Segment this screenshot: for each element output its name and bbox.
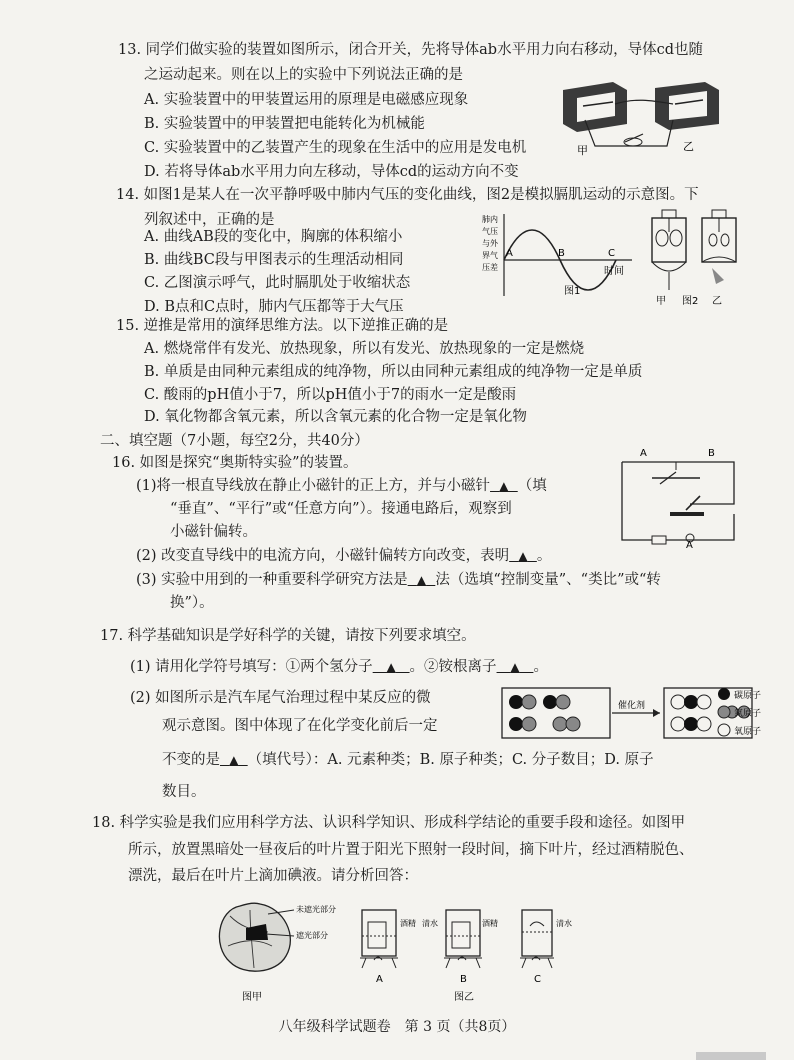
q18-leaf-label-shaded: 遮光部分 xyxy=(296,931,328,940)
q13-option-d: D. 若将导体ab水平用力向左移动，导体cd的运动方向不变 xyxy=(144,164,519,180)
q17-part2-line3: 不变的是 ▲ （填代号）：A. 元素种类；B. 原子种类；C. 分子数目；D. 原子 xyxy=(162,752,654,768)
q17-part2-line1: (2) 如图所示是汽车尾气治理过程中某反应的微 xyxy=(130,690,431,706)
q18-caption-fig-jia: 图甲 xyxy=(242,992,262,1003)
q14-point-b: B xyxy=(558,248,565,259)
q18-stem-line3: 漂洗，最后在叶片上滴加碘液。请分析回答： xyxy=(128,868,418,884)
q18-leaf-label-unshaded: 未遮光部分 xyxy=(296,905,336,914)
q13-label-jia: 甲 xyxy=(577,144,588,157)
q14-xlabel: 时间 xyxy=(604,266,624,277)
q14-caption-fig1: 图1 xyxy=(564,286,581,297)
q17-catalyst-label: 催化剂 xyxy=(618,701,646,711)
q14-stem-line1: 14. 如图1是某人在一次平静呼吸中肺内气压的变化曲线，图2是模拟膈肌运动的示意图。下 xyxy=(116,187,699,203)
q17-blank-2[interactable]: ▲ xyxy=(510,660,520,674)
q16-blank-3[interactable]: ▲ xyxy=(416,573,427,587)
section-2-heading: 二、填空题（7小题，每空2分，共40分） xyxy=(100,433,369,449)
q18-beaker-label-3: 酒精 xyxy=(482,919,498,928)
q16-label-a-bottom: A xyxy=(686,540,693,548)
q17-legend-oxygen: 氧原子 xyxy=(734,727,762,737)
q14-point-c: C xyxy=(608,248,615,259)
q17-stem: 17. 科学基础知识是学好科学的关键，请按下列要求填空。 xyxy=(100,628,476,644)
q16-part2: (2) 改变直导线中的电流方向，小磁针偏转方向改变，表明 ▲ 。 xyxy=(136,548,552,564)
q15-stem: 15. 逆推是常用的演绎思维方法。以下逆推正确的是 xyxy=(116,318,449,334)
q14-ylabel-5: 压差 xyxy=(482,263,498,272)
q14-ylabel-4: 界气 xyxy=(482,251,498,260)
q17-part2-line4: 数目。 xyxy=(162,784,206,800)
page-footer: 八年级科学试题卷 第 3 页（共8页） xyxy=(278,1019,516,1035)
q14-option-b: B. 曲线BC段与甲图表示的生理活动相同 xyxy=(144,252,404,268)
q13-magnet-apparatus-figure xyxy=(555,76,730,166)
q18-letter-c: C xyxy=(534,974,541,985)
q18-beaker-label-1: 酒精 xyxy=(400,919,416,928)
q14-option-c: C. 乙图演示呼气，此时膈肌处于收缩状态 xyxy=(144,275,411,291)
q17-part1: (1) 请用化学符号填写：①两个氢分子 ▲ 。②铵根离子 ▲ 。 xyxy=(130,659,548,675)
q14-diaphragm-model-figure xyxy=(640,204,750,308)
q17-legend-nitrogen: 氮原子 xyxy=(734,709,762,719)
q18-leaf-experiment-figure xyxy=(210,896,590,1008)
q16-part1-line2: “垂直”、“平行”或“任意方向”）。接通电路后，观察到 xyxy=(170,501,512,517)
q18-letter-b: B xyxy=(460,974,467,985)
q16-part3: (3) 实验中用到的一种重要科学研究方法是 ▲ 法（选填“控制变量”、“类比”或“转 xyxy=(136,572,661,588)
q17-blank-1[interactable]: ▲ xyxy=(386,660,396,674)
q15-option-d: D. 氧化物都含氧元素，所以含氧元素的化合物一定是氧化物 xyxy=(144,409,527,425)
q13-stem-line2: 之运动起来。则在以上的实验中下列说法正确的是 xyxy=(144,67,463,83)
q15-option-b: B. 单质是由同种元素组成的纯净物，所以由同种元素组成的纯净物一定是单质 xyxy=(144,364,643,380)
q13-stem-line1: 13. 同学们做实验的装置如图所示，闭合开关，先将导体ab水平用力向右移动，导体cd也随 xyxy=(118,42,703,58)
q13-option-c: C. 实验装置中的乙装置产生的现象在生活中的应用是发电机 xyxy=(144,140,527,156)
q13-option-b: B. 实验装置中的甲装置把电能转化为机械能 xyxy=(144,116,425,132)
q14-option-d: D. B点和C点时，肺内气压都等于大气压 xyxy=(144,299,404,315)
q15-option-a: A. 燃烧常伴有发光、放热现象，所以有发光、放热现象的一定是燃烧 xyxy=(144,341,585,357)
q14-ylabel-1: 肺内 xyxy=(482,215,498,224)
q14-ylabel-3: 与外 xyxy=(482,239,498,248)
q16-blank-1[interactable]: ▲ xyxy=(499,479,509,493)
q14-fig2-jia: 甲 xyxy=(656,296,666,307)
q18-caption-fig-yi: 图乙 xyxy=(454,992,474,1003)
q16-stem: 16. 如图是探究“奥斯特实验”的装置。 xyxy=(112,455,358,471)
q18-letter-a: A xyxy=(376,974,383,985)
q18-beaker-label-2: 清水 xyxy=(422,919,438,928)
q17-part2-line2: 观示意图。图中体现了在化学变化前后一定 xyxy=(162,718,438,734)
q18-beaker-label-4: 清水 xyxy=(556,919,572,928)
q17-blank-3[interactable]: ▲ xyxy=(229,753,239,767)
q14-pressure-curve-figure xyxy=(482,210,642,300)
q18-stem-line1: 18. 科学实验是我们应用科学方法、认识科学知识、形成科学结论的重要手段和途径。如图甲 xyxy=(92,815,686,831)
q13-option-a: A. 实验装置中的甲装置运用的原理是电磁感应现象 xyxy=(144,92,469,108)
q16-blank-2[interactable]: ▲ xyxy=(518,549,528,563)
q14-stem-line2: 列叙述中，正确的是 xyxy=(144,212,275,228)
q17-legend-carbon: 碳原子 xyxy=(734,691,762,701)
q15-option-c: C. 酸雨的pH值小于7，所以pH值小于7的雨水一定是酸雨 xyxy=(144,387,517,403)
q16-part3-line2: 换”）。 xyxy=(170,595,214,611)
q16-label-b-top: B xyxy=(708,448,715,459)
q16-label-a-top: A xyxy=(640,448,647,459)
q14-point-a: A xyxy=(506,248,513,259)
q14-fig2-caption: 图2 xyxy=(682,296,699,307)
q16-part1-line1: (1)将一根直导线放在静止小磁针的正上方，并与小磁针 ▲ （填 xyxy=(136,478,547,494)
q14-fig2-yi: 乙 xyxy=(712,296,722,307)
q18-stem-line2: 所示，放置黑暗处一昼夜后的叶片置于阳光下照射一段时间，摘下叶片，经过酒精脱色、 xyxy=(128,842,694,858)
q13-label-yi: 乙 xyxy=(683,140,694,153)
q16-part1-line3: 小磁针偏转。 xyxy=(170,524,257,540)
q16-oersted-circuit-figure xyxy=(612,444,742,548)
q14-option-a: A. 曲线AB段的变化中，胸廓的体积缩小 xyxy=(144,229,403,245)
corner-scan-mark xyxy=(696,1052,766,1060)
q14-ylabel-2: 气压 xyxy=(482,227,498,236)
q17-legend xyxy=(716,684,782,742)
